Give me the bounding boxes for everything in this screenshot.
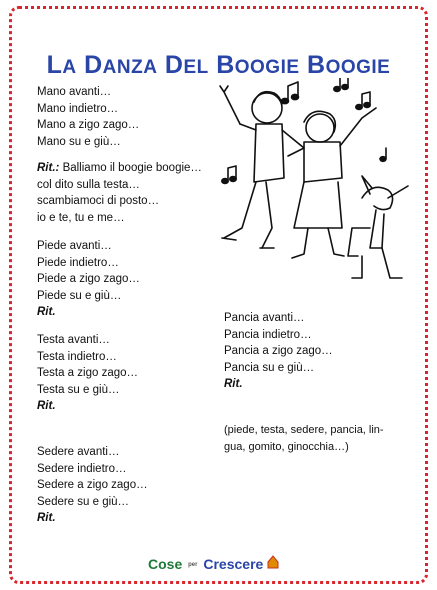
stanza-pancia xyxy=(224,310,333,393)
lyric-line: Mano avanti… xyxy=(37,86,112,98)
cose-per-crescere-logo xyxy=(148,555,279,572)
lyric-line: Testa su e giù… xyxy=(37,383,120,396)
refrain-marker: Rit. xyxy=(224,378,243,391)
lyric-line: Balliamo il boogie boogie… xyxy=(62,162,202,174)
stanza-sedere xyxy=(37,444,148,527)
title-word: BOOGIE xyxy=(216,50,300,79)
lyric-line: Piede avanti… xyxy=(37,240,112,252)
lyric-line: Testa avanti… xyxy=(37,334,110,346)
lyric-line: Sedere su e giù… xyxy=(37,495,130,508)
title-word: LA xyxy=(46,50,77,79)
lyric-line: Mano a zigo zago… xyxy=(37,119,140,132)
lyric-line: Sedere a zigo zago… xyxy=(37,479,148,492)
logo-word-crescere: Crescere xyxy=(203,556,264,572)
lyric-line: Pancia su e giù… xyxy=(224,361,315,374)
lyric-line: Pancia a zigo zago… xyxy=(224,345,333,358)
logo-word-per: per xyxy=(188,562,198,569)
dancing-kids-illustration xyxy=(212,78,417,298)
lyric-line: scambiamoci di posto… xyxy=(37,195,160,208)
lyric-line: Testa indietro… xyxy=(37,350,117,363)
refrain-marker: Rit. xyxy=(37,512,56,525)
house-icon xyxy=(267,555,279,569)
stanza-mano xyxy=(37,84,139,150)
chorus-label: Rit.: xyxy=(37,162,60,174)
girl-figure xyxy=(288,108,376,258)
logo-word-cose: Cose xyxy=(148,556,183,572)
dog-figure xyxy=(348,176,408,278)
lyric-line: Pancia avanti… xyxy=(224,312,305,324)
note-line: (piede, testa, sedere, pancia, lin- xyxy=(224,424,384,436)
lyric-line: Mano su e giù… xyxy=(37,135,121,148)
lyric-line: col dito sulla testa… xyxy=(37,178,140,191)
chorus-first-line xyxy=(37,160,202,177)
refrain-marker: Rit. xyxy=(37,400,56,413)
title-word: DANZA xyxy=(84,50,158,79)
lyric-line: Sedere indietro… xyxy=(37,462,127,475)
lyric-line: Testa a zigo zago… xyxy=(37,367,139,380)
lyric-line: Piede su e giù… xyxy=(37,289,122,302)
note-line: gua, gomito, ginocchia…) xyxy=(224,441,349,453)
variations-note xyxy=(224,422,414,456)
stanza-testa xyxy=(37,332,138,415)
refrain-marker: Rit. xyxy=(37,306,56,319)
lyric-line: Piede indietro… xyxy=(37,256,119,269)
lyric-line: Mano indietro… xyxy=(37,102,119,115)
page-title xyxy=(0,51,437,80)
lyric-line: io e te, tu e me… xyxy=(37,211,125,224)
chorus xyxy=(37,160,202,226)
lyric-line: Sedere avanti… xyxy=(37,446,120,458)
lyric-line: Pancia indietro… xyxy=(224,328,312,341)
title-word: BOOGIE xyxy=(307,50,391,79)
stanza-piede xyxy=(37,238,140,321)
lyric-line: Piede a zigo zago… xyxy=(37,273,140,286)
title-word: DEL xyxy=(164,50,209,79)
